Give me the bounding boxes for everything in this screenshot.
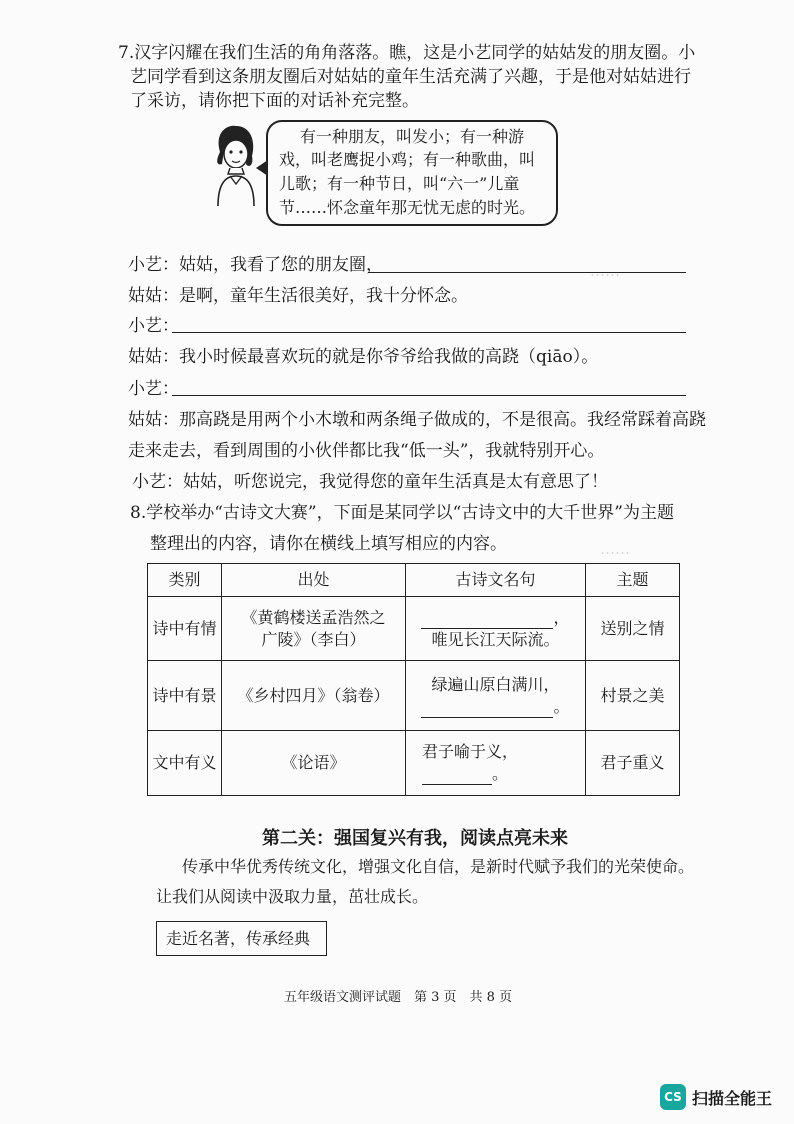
girl-illustration xyxy=(208,122,260,206)
dialogue-aunt-2: 姑姑：我小时候最喜欢玩的就是你爷爷给我做的高跷（qiāo）。 xyxy=(128,347,599,367)
scanner-app-name: 扫描全能王 xyxy=(692,1089,773,1108)
scanner-logo-icon: CS xyxy=(660,1084,686,1110)
cell-source: 《乡村四月》（翁卷） xyxy=(222,661,406,731)
table-header-row xyxy=(148,564,680,597)
q7-line-1: 7.汉字闪耀在我们生活的角角落落。瞧，这是小艺同学的姑姑发的朋友圈。小 xyxy=(118,43,696,63)
cell-source: 《论语》 xyxy=(222,731,406,796)
cell-category: 诗中有景 xyxy=(148,661,222,731)
dialogue-xiaoyi-4: 小艺：姑姑，听您说完，我觉得您的童年生活真是太有意思了！ xyxy=(132,472,608,492)
q8-line-2: 整理出的内容，请你在横线上填写相应的内容。 xyxy=(150,534,507,554)
cell-theme: 村景之美 xyxy=(586,661,680,731)
answer-line-1[interactable] xyxy=(368,272,686,273)
cell-category: 诗中有情 xyxy=(148,597,222,661)
quote-blank[interactable] xyxy=(421,610,553,629)
quote-blank[interactable] xyxy=(421,699,553,718)
cell-source: 《黄鹤楼送孟浩然之 广陵》（李白） xyxy=(222,597,406,661)
cell-quote: ， 唯见长江天际流。 xyxy=(406,597,586,661)
cell-quote: 君子喻于义，。 xyxy=(406,731,586,796)
dialogue-aunt-3a: 姑姑：那高跷是用两个小木墩和两条绳子做成的，不是很高。我经常踩着高跷 xyxy=(128,410,706,430)
bleed-through-text: …… xyxy=(590,262,620,280)
table-row xyxy=(148,661,680,731)
header-source: 出处 xyxy=(222,564,406,597)
bubble-line-1: 有一种朋友，叫发小；有一种游 xyxy=(300,127,525,146)
dialogue-aunt-1: 姑姑：是啊，童年生活很美好，我十分怀念。 xyxy=(128,286,468,306)
reading-banner-text: 走近名著，传承经典 xyxy=(166,929,311,948)
dialogue-aunt-3b: 走来走去，看到周围的小伙伴都比我“低一头”，我就特别开心。 xyxy=(128,441,605,461)
cell-theme: 君子重义 xyxy=(586,731,680,796)
section-intro-1: 传承中华优秀传统文化，增强文化自信，是新时代赋予我们的光荣使命。 xyxy=(182,857,695,876)
quote-blank[interactable] xyxy=(422,766,492,785)
answer-line-2[interactable] xyxy=(172,332,686,333)
section-title: 第二关：强国复兴有我，阅读点亮未来 xyxy=(262,828,568,849)
answer-line-3[interactable] xyxy=(172,395,686,396)
cell-quote: 绿遍山原白满川， 。 xyxy=(406,661,586,731)
cell-theme: 送别之情 xyxy=(586,597,680,661)
q7-line-3: 了采访，请你把下面的对话补充完整。 xyxy=(130,91,419,111)
bleed-through-text: …… xyxy=(600,540,630,558)
header-theme: 主题 xyxy=(586,564,680,597)
poem-table xyxy=(147,563,680,796)
header-quote: 古诗文名句 xyxy=(406,564,586,597)
header-category: 类别 xyxy=(148,564,222,597)
q7-line-2: 艺同学看到这条朋友圈后对姑姑的童年生活充满了兴趣，于是他对姑姑进行 xyxy=(130,67,691,87)
bubble-line-2: 戏，叫老鹰捉小鸡；有一种歌曲，叫 xyxy=(279,150,536,169)
cell-category: 文中有义 xyxy=(148,731,222,796)
page-footer: 五年级语文测评试题 第 3 页 共 8 页 xyxy=(284,990,513,1005)
table-row xyxy=(148,731,680,796)
dialogue-xiaoyi-1: 小艺：姑姑，我看了您的朋友圈， xyxy=(128,255,383,275)
bubble-line-4: 节……怀念童年那无忧无虑的时光。 xyxy=(279,198,536,217)
table-row xyxy=(148,597,680,661)
q8-line-1: 8.学校举办“古诗文大赛”，下面是某同学以“古诗文中的大千世界”为主题 xyxy=(130,503,674,523)
bubble-line-3: 儿歌；有一种节日，叫“六一”儿童 xyxy=(279,174,520,193)
dialogue-xiaoyi-2: 小艺： xyxy=(128,316,179,336)
section-intro-2: 让我们从阅读中汲取力量，茁壮成长。 xyxy=(156,887,429,906)
dialogue-xiaoyi-3: 小艺： xyxy=(128,379,179,399)
